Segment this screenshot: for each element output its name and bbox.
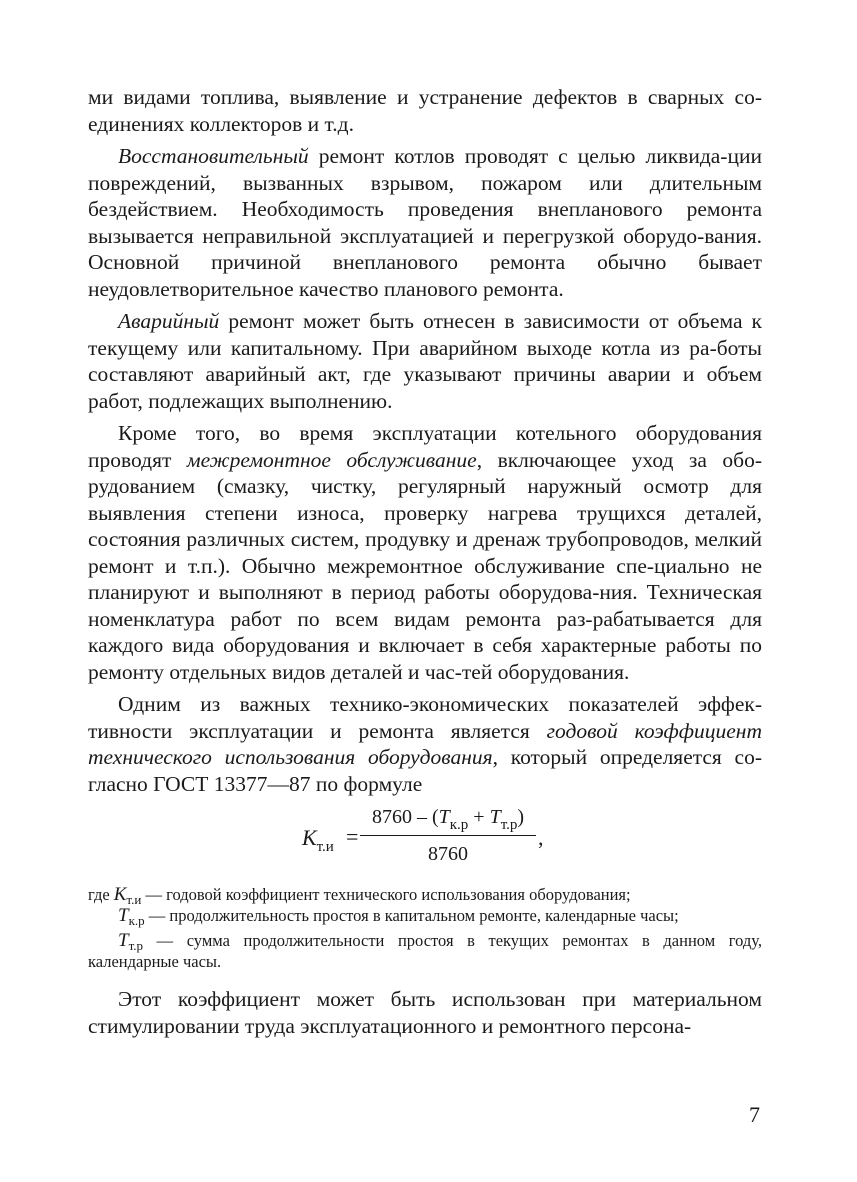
term-utilization-coefficient: годовой коэффициент технического использования оборудования xyxy=(88,718,762,769)
paragraph-2-text: ремонт котлов проводят с целью ликвида-ции повреждений, вызванных взрывом, пожаром или длительным бездействием. Необходимость проведения внепланового ремонта вызывается неправильной эксплуатацией и перегрузкой оборудо-вания. Основной причиной внепланового ремонта обычно бывает неудовлетворительное качество планового ремонта. xyxy=(88,144,762,301)
formula-lhs-symbol: К xyxy=(302,825,317,850)
formula-denominator: 8760 xyxy=(428,843,468,865)
definition-prefix: где xyxy=(88,885,114,904)
definition-symbol: Т xyxy=(118,905,129,926)
definition-symbol: Т xyxy=(118,930,129,951)
paragraph-3 xyxy=(88,308,762,414)
formula-fraction xyxy=(360,805,536,866)
formula-equals: = xyxy=(346,824,359,849)
formula xyxy=(88,805,762,871)
formula-lhs xyxy=(302,825,334,855)
paragraph-4-text: , включающее уход за обо-рудованием (смазку, чистку, регулярный наружный осмотр для выявления степени износа, проверку нагрева трущихся деталей, состояния различных систем, продувку и дренаж трубопроводов, мелкий ремонт и т.п.). Обычно межремонтное обслуживание спе-циально не планируют и выполняют в период работы оборудова-ния. Техническая номенклатура работ по всем видам ремонта раз-рабатывается для каждого вида оборудования и включает в себя характерные работы по ремонту отдельных видов деталей и час-тей оборудования. xyxy=(88,447,763,684)
paragraph-5-text: , который определяется со-гласно ГОСТ 13377—87 по формуле xyxy=(88,745,762,796)
paragraph-2 xyxy=(88,143,762,302)
numerator-t1-subscript: к.р xyxy=(449,817,469,833)
numerator-t1: Т xyxy=(438,806,450,828)
fraction-bar xyxy=(360,835,536,836)
definition-symbol: К xyxy=(113,884,127,905)
term-emergency: Аварийный xyxy=(118,309,220,333)
formula-definitions xyxy=(88,885,762,972)
definition-ttr xyxy=(88,931,762,972)
paragraph-1 xyxy=(88,84,762,137)
paragraph-4-start: Кроме того, во время эксплуатации котельного оборудования проводят xyxy=(88,421,762,472)
definition-subscript: к.р xyxy=(128,913,145,928)
definition-text: — продолжительность простоя в капитальном ремонте, календарные часы; xyxy=(144,906,679,925)
numerator-t2: Т xyxy=(489,806,501,828)
definition-tkr xyxy=(88,906,762,927)
formula-numerator xyxy=(360,805,536,831)
numerator-end: ) xyxy=(517,806,525,828)
paragraph-6-text: Этот коэффициент может быть использован при материальном стимулировании труда эксплуатационного и ремонтного персона- xyxy=(88,987,762,1038)
formula-trailing-comma: , xyxy=(538,825,544,850)
paragraph-6 xyxy=(88,986,762,1039)
paragraph-1-text: ми видами топлива, выявление и устранение дефектов в сварных со-единениях коллекторов и т.д. xyxy=(88,85,762,136)
page-number: 7 xyxy=(749,1102,760,1127)
term-interrepair-service: межремонтное обслуживание xyxy=(186,447,477,472)
formula-lhs-subscript: т.и xyxy=(316,839,334,855)
paragraph-3-text: ремонт может быть отнесен в зависимости от объема к текущему или капитальному. При аварийном выходе котла из ра-боты составляют аварийный акт, где указывают причины аварии и объем работ, подлежащих выполнению. xyxy=(88,309,762,413)
paragraph-5-start: Одним из важных технико-экономических показателей эффек-тивности эксплуатации и ремонта является xyxy=(88,692,762,743)
definition-text: — годовой коэффициент технического использования оборудования; xyxy=(141,885,631,904)
definition-subscript: т.р xyxy=(128,938,144,953)
numerator-plus: + xyxy=(468,806,490,828)
numerator-t2-subscript: т.р xyxy=(500,817,518,833)
definition-kti xyxy=(88,885,762,906)
term-restorative: Восстановительный xyxy=(118,144,309,168)
paragraph-4 xyxy=(88,420,762,685)
page-body xyxy=(88,84,762,1039)
definition-text: — сумма продолжительности простоя в текущих ремонтах в данном году, календарные часы. xyxy=(88,931,762,971)
definition-subscript: т.и xyxy=(126,892,142,907)
numerator-start: 8760 – ( xyxy=(371,806,439,828)
paragraph-5 xyxy=(88,691,762,797)
